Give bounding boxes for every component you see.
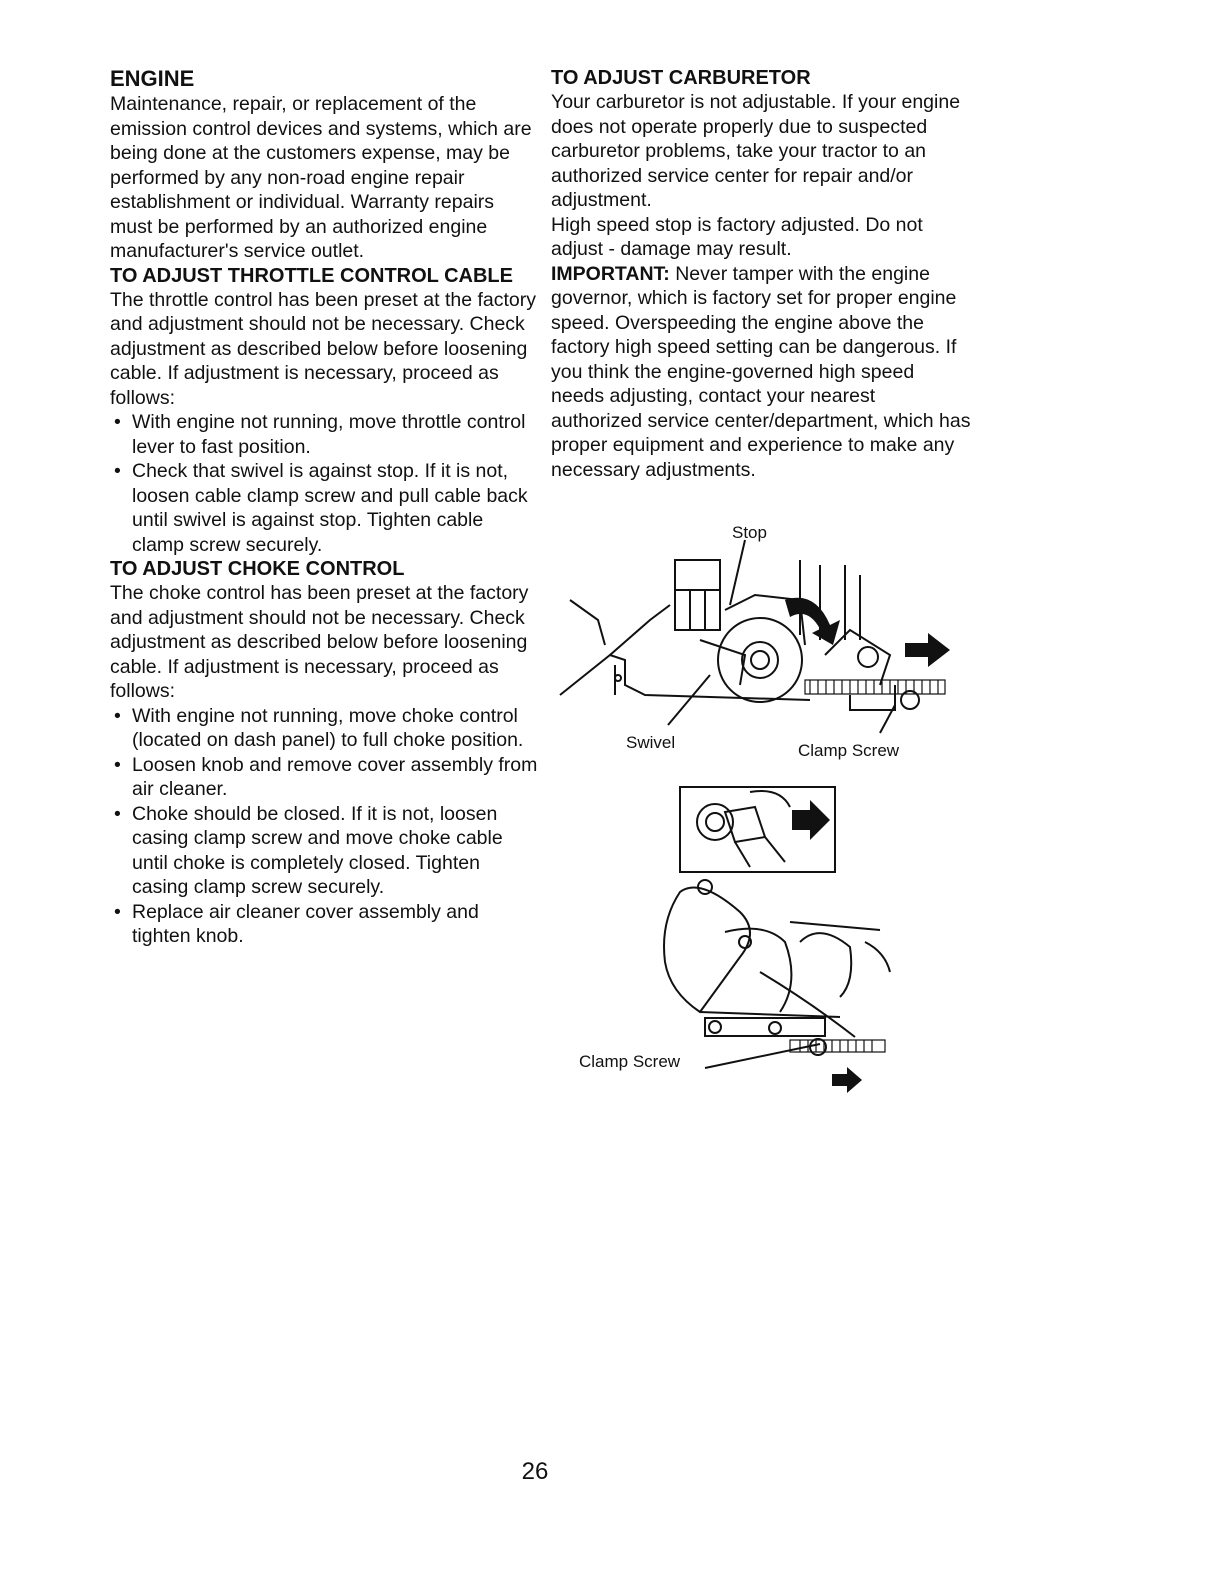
important-label: IMPORTANT: bbox=[551, 262, 670, 285]
engine-heading: ENGINE bbox=[110, 66, 195, 91]
choke-paragraph: The choke control has been preset at the factory and adjustment should not be necessary. Check adjustment as described below before loosening cable. If adjustment is necessary, proceed as follows: bbox=[110, 582, 529, 702]
page-number: 26 bbox=[521, 1458, 549, 1485]
throttle-heading: TO ADJUST THROTTLE CONTROL CABLE bbox=[110, 264, 513, 287]
engine-paragraph: Maintenance, repair, or replacement of the emission control devices and systems, which are being done at the customers expense, may be performed by any non-road engine repair establishment or individual. Warranty repairs must be performed by an authorized engine manufacturer's service outlet. bbox=[110, 93, 532, 262]
list-item: • Check that swivel is against stop. If it is not, loosen cable clamp screw and pull cable back until swivel is against stop. Tighten cable clamp screw securely. bbox=[110, 459, 538, 557]
clamp-screw-label-2: Clamp Screw bbox=[579, 1052, 681, 1071]
stop-label: Stop bbox=[732, 523, 767, 542]
important-paragraph bbox=[551, 262, 971, 483]
carburetor-heading: TO ADJUST CARBURETOR bbox=[551, 67, 811, 89]
list-item: • With engine not running, move choke control (located on dash panel) to full choke position. bbox=[110, 704, 538, 753]
clamp-screw-label-1: Clamp Screw bbox=[798, 741, 900, 760]
carburetor-paragraph-2: High speed stop is factory adjusted. Do not adjust - damage may result. bbox=[551, 213, 923, 260]
right-column bbox=[551, 66, 971, 482]
choke-cable-illustration bbox=[640, 782, 910, 1092]
left-column bbox=[110, 66, 538, 949]
choke-steps bbox=[110, 704, 538, 949]
swivel-label: Swivel bbox=[626, 733, 676, 752]
carburetor-paragraph-1: Your carburetor is not adjustable. If your engine does not operate properly due to suspected carburetor problems, take your tractor to an authorized service center for repair and/or adjustment. bbox=[551, 91, 961, 211]
list-item: • With engine not running, move throttle control lever to fast position. bbox=[110, 410, 538, 459]
throttle-steps bbox=[110, 410, 538, 557]
choke-heading: TO ADJUST CHOKE CONTROL bbox=[110, 558, 405, 580]
list-item: • Loosen knob and remove cover assembly from air cleaner. bbox=[110, 753, 538, 802]
throttle-paragraph: The throttle control has been preset at the factory and adjustment should not be necessary. Check adjustment as described below before loosening cable. If adjustment is necessary, proceed as follows: bbox=[110, 288, 536, 409]
list-item: • Replace air cleaner cover assembly and tighten knob. bbox=[110, 900, 538, 949]
throttle-cable-illustration bbox=[550, 545, 970, 745]
important-text: Never tamper with the engine governor, which is factory set for proper engine speed. Overspeeding the engine above the factory high speed setting can be dangerous. If you think the engine-governed high speed needs adjusting, contact your nearest authorized service center/department, which has proper equipment and experience to make any necessary adjustments. bbox=[551, 262, 971, 481]
list-item: • Choke should be closed. If it is not, loosen casing clamp screw and move choke cable until choke is completely closed. Tighten casing clamp screw securely. bbox=[110, 802, 538, 900]
